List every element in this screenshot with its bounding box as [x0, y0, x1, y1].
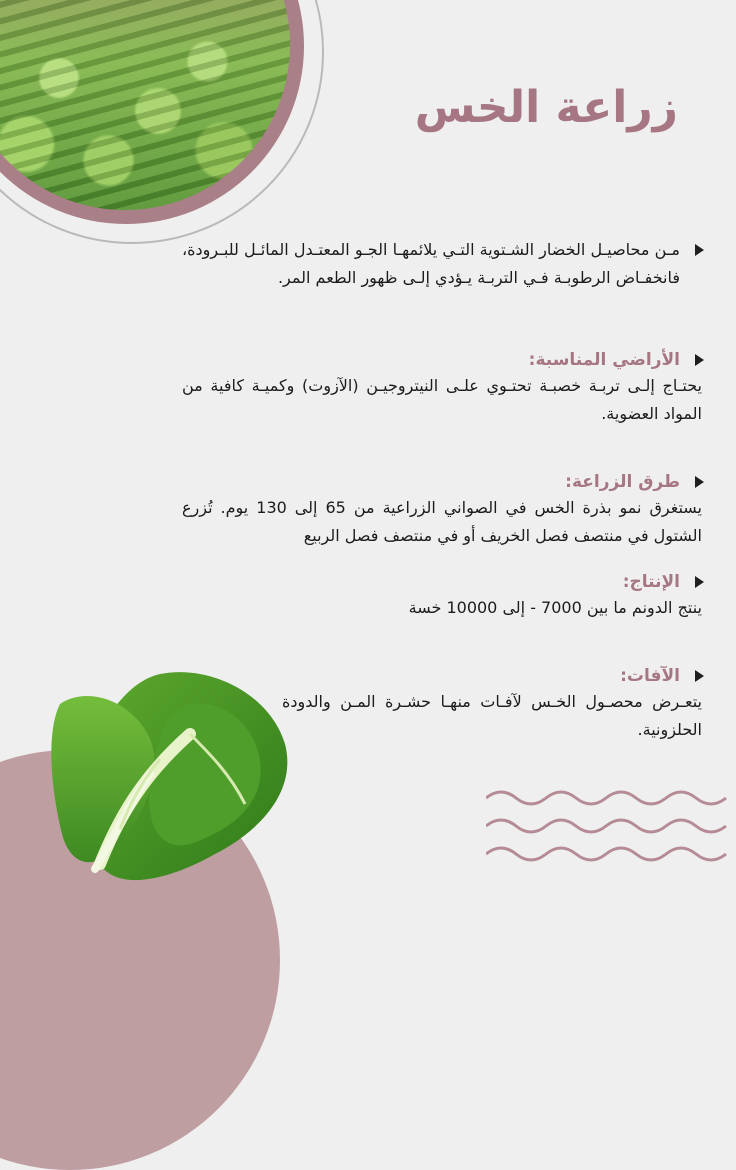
bullet-icon	[695, 476, 704, 488]
section-production	[182, 570, 702, 622]
romaine-lettuce-photo	[40, 664, 300, 894]
section-text: يحتـاج إلـى تربـة خصبـة تحتـوي علـى النيتروجيـن (الآزوت) وكميـة كافية من المواد العضوية.	[182, 376, 702, 423]
bullet-icon	[695, 244, 704, 256]
section-heading: الآفات:	[620, 666, 680, 686]
intro-text: مـن محاصيـل الخضار الشـتوية التـي يلائمهـا الجـو المعتـدل المائـل للبـرودة، فانخفـاض الرطوبـة فـي التربـة يـؤدي إلـى ظهور الطعم المر.	[182, 240, 680, 287]
bullet-icon	[695, 354, 704, 366]
wave-lines-decoration	[486, 786, 736, 866]
section-heading: طرق الزراعة:	[565, 472, 680, 492]
section-planting-methods	[182, 470, 702, 550]
intro-section	[182, 236, 702, 292]
section-text: يتعـرض محصـول الخـس لآفـات منهـا حشـرة المـن والدودة الحلزونية.	[282, 692, 702, 739]
section-text: يستغرق نمو بذرة الخس في الصواني الزراعية من 65 إلى 130 يوم. تُزرع الشتول في منتصف فصل الخريف أو في منتصف فصل الربيع	[182, 498, 703, 545]
section-text: ينتج الدونم ما بين 7000 - إلى 10000 خسة	[408, 598, 702, 617]
lettuce-field-photo	[0, 0, 290, 210]
section-suitable-lands	[182, 348, 702, 428]
section-heading: الإنتاج:	[622, 572, 680, 592]
section-pests	[282, 664, 702, 744]
bullet-icon	[695, 576, 704, 588]
bullet-icon	[695, 670, 704, 682]
page-title: زراعة الخس	[414, 82, 678, 133]
section-heading: الأراضي المناسبة:	[528, 350, 680, 370]
